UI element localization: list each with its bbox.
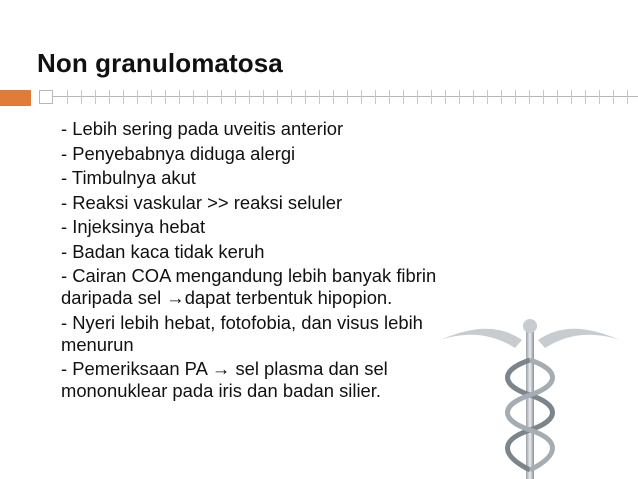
bullet-text: mononuklear pada iris dan badan silier. xyxy=(61,380,381,401)
bullet-text: menurun xyxy=(61,333,134,355)
bullet-text: dapat terbentuk hipopion. xyxy=(184,287,393,308)
accent-block xyxy=(0,90,31,106)
rule-tick xyxy=(459,90,460,104)
arrow-icon: → xyxy=(166,287,185,308)
list-item xyxy=(61,312,581,356)
arrow-icon: → xyxy=(211,358,231,379)
rule-tick xyxy=(431,90,432,104)
rule-tick xyxy=(67,90,68,104)
bullet-text: - Nyeri lebih hebat, fotofobia, dan visus lebih xyxy=(61,311,423,333)
list-item xyxy=(61,265,581,309)
bullet-text: - Timbulnya akut xyxy=(61,167,196,188)
rule-tick xyxy=(375,90,376,104)
rule-tick xyxy=(207,90,208,104)
list-item xyxy=(61,216,581,238)
rule-tick xyxy=(193,90,194,104)
rule-tick xyxy=(123,90,124,104)
rule-tick xyxy=(95,90,96,104)
bullet-text: - Badan kaca tidak keruh xyxy=(61,240,265,262)
list-item xyxy=(61,358,581,402)
bullet-text: - Pemeriksaan PA xyxy=(61,358,212,379)
rule-tick xyxy=(515,90,516,104)
rule-tick xyxy=(165,90,166,104)
rule-tick xyxy=(347,90,348,104)
list-item xyxy=(61,143,581,165)
rule-tick xyxy=(473,90,474,104)
title-rule xyxy=(0,90,638,106)
rule-tick xyxy=(613,90,614,104)
rule-tick xyxy=(109,90,110,104)
bullet-text: daripada sel xyxy=(61,287,167,308)
rule-tick xyxy=(249,90,250,104)
rule-tick xyxy=(389,90,390,104)
rule-tick xyxy=(571,90,572,104)
list-item xyxy=(61,241,581,263)
bullet-text: - Reaksi vaskular >> reaksi seluler xyxy=(61,191,343,213)
rule-tick xyxy=(305,90,306,104)
bullet-text: - Lebih sering pada uveitis anterior xyxy=(61,118,344,139)
rule-tick xyxy=(445,90,446,104)
rule-tick xyxy=(585,90,586,104)
rule-tick xyxy=(81,90,82,104)
rule-tick xyxy=(263,90,264,104)
rule-tick xyxy=(361,90,362,104)
rule-tick xyxy=(137,90,138,104)
list-item xyxy=(61,118,581,140)
list-item xyxy=(61,192,581,214)
bullet-text: - Cairan COA mengandung lebih banyak fibrin xyxy=(61,265,437,286)
bullet-text: sel plasma dan sel xyxy=(230,358,388,379)
rule-tick xyxy=(221,90,222,104)
rule-tick xyxy=(291,90,292,104)
rule-tick xyxy=(487,90,488,104)
rule-tick xyxy=(557,90,558,104)
rule-tick xyxy=(599,90,600,104)
rule-tick xyxy=(543,90,544,104)
rule-tick xyxy=(501,90,502,104)
rule-tick xyxy=(151,90,152,104)
bullet-text: - Penyebabnya diduga alergi xyxy=(61,142,296,164)
bullet-list xyxy=(61,118,581,405)
rule-tick xyxy=(235,90,236,104)
list-item xyxy=(61,167,581,189)
rule-tick xyxy=(627,90,628,104)
rule-tick xyxy=(403,90,404,104)
slide-title: Non granulomatosa xyxy=(37,48,283,78)
rule-tick xyxy=(333,90,334,104)
rule-tick xyxy=(277,90,278,104)
rule-tick xyxy=(417,90,418,104)
rule-tick xyxy=(179,90,180,104)
rule-ticks xyxy=(53,90,638,104)
bullet-text: - Injeksinya hebat xyxy=(61,216,206,237)
rule-tick xyxy=(529,90,530,104)
rule-tick xyxy=(319,90,320,104)
rule-square xyxy=(39,90,53,104)
